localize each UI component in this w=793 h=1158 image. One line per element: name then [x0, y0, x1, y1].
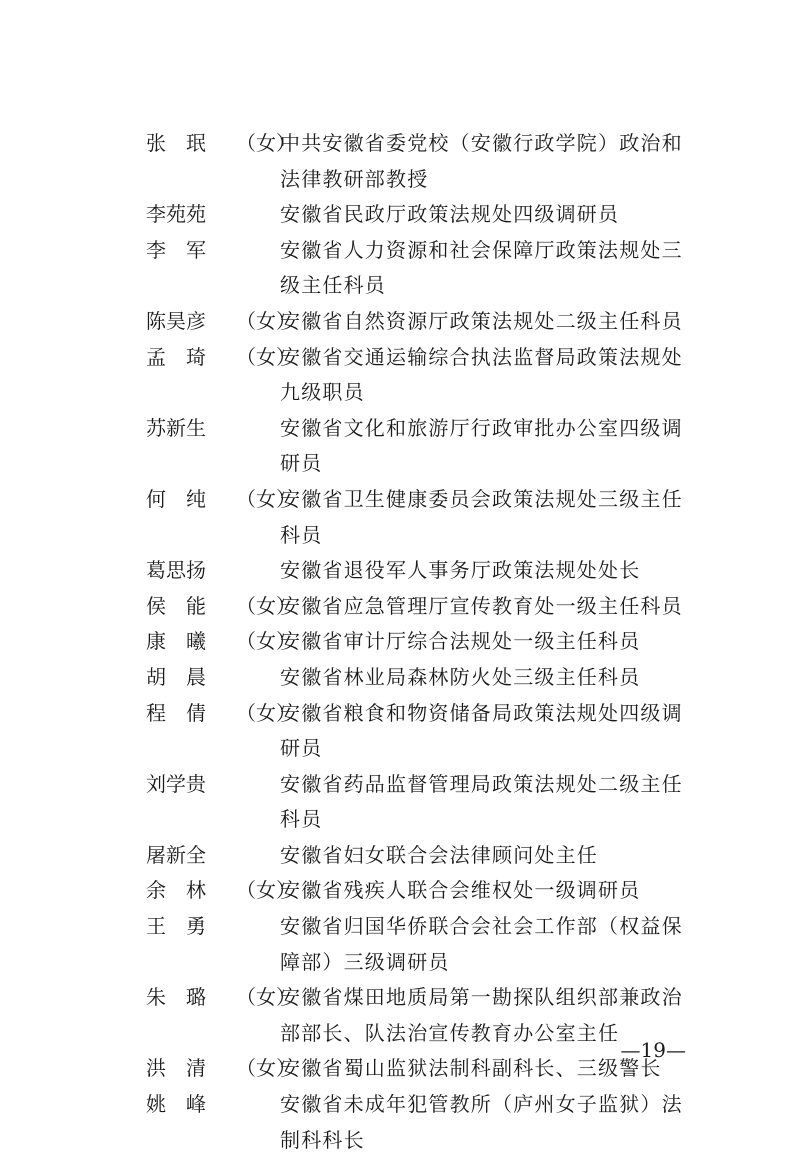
gender-note	[236, 553, 274, 589]
list-item	[146, 624, 691, 660]
name-column	[146, 696, 296, 732]
list-item	[146, 838, 691, 874]
person-name: 程 倩	[146, 700, 206, 725]
person-name: 刘学贵	[146, 771, 206, 796]
position-description: 安徽省归国华侨联合会社会工作部（权益保障部）三级调研员	[280, 914, 683, 974]
name-column	[146, 233, 280, 269]
name-column	[146, 909, 280, 945]
person-name: 何 纯	[146, 486, 206, 511]
gender-note	[236, 411, 274, 447]
list-item	[146, 909, 691, 980]
position-description: 安徽省自然资源厅政策法规处二级主任科员	[280, 308, 683, 333]
person-name: 余 林	[146, 878, 206, 903]
position-description: 安徽省民政厅政策法规处四级调研员	[280, 202, 620, 227]
person-name: 朱 璐	[146, 985, 206, 1010]
position-description: 安徽省煤田地质局第一勘探队组织部兼政治部部长、队法治宣传教育办公室主任	[280, 985, 683, 1045]
gender-note: （女）	[236, 486, 296, 511]
position-description: 安徽省粮食和物资储备局政策法规处四级调研员	[280, 700, 683, 761]
name-column	[146, 482, 296, 518]
position-description: 安徽省未成年犯管教所（庐州女子监狱）法制科科长	[280, 1092, 683, 1152]
name-column	[146, 589, 296, 625]
gender-note: （女）	[236, 878, 296, 903]
position-description: 安徽省妇女联合会法律顾问处主任	[280, 842, 598, 867]
gender-note: （女）	[236, 629, 296, 654]
position-description: 安徽省残疾人联合会维权处一级调研员	[280, 878, 641, 903]
gender-note: （女）	[236, 593, 296, 618]
name-column	[146, 197, 280, 233]
list-item	[146, 197, 691, 233]
list-item	[146, 873, 691, 909]
gender-note: （女）	[236, 131, 296, 155]
gender-note	[236, 660, 274, 696]
name-column	[146, 411, 280, 447]
name-column	[146, 873, 296, 909]
position-description: 安徽省林业局森林防火处三级主任科员	[280, 664, 641, 689]
name-column	[146, 1051, 296, 1087]
list-item	[146, 482, 691, 553]
person-name: 陈昊彦	[146, 308, 206, 333]
person-name: 洪 清	[146, 1056, 206, 1081]
gender-note: （女）	[236, 344, 296, 369]
position-description: 安徽省应急管理厅宣传教育处一级主任科员	[280, 593, 683, 618]
position-description: 安徽省人力资源和社会保障厅政策法规处三级主任科员	[280, 237, 683, 298]
person-name: 孟 琦	[146, 344, 206, 369]
position-description: 安徽省药品监督管理局政策法规处二级主任科员	[280, 771, 683, 832]
gender-note	[236, 197, 274, 233]
position-description: 安徽省文化和旅游厅行政审批办公室四级调研员	[280, 415, 683, 476]
name-column	[146, 304, 296, 340]
name-column	[146, 624, 296, 660]
gender-note	[236, 1087, 274, 1123]
personnel-list	[146, 126, 691, 1158]
list-item	[146, 340, 691, 411]
gender-note: （女）	[236, 1056, 296, 1081]
person-name: 张 珉	[146, 131, 206, 155]
person-name: 康 曦	[146, 629, 206, 654]
list-item	[146, 233, 691, 304]
position-description: 安徽省审计厅综合法规处一级主任科员	[280, 629, 641, 654]
name-column	[146, 553, 280, 589]
name-column	[146, 1087, 280, 1123]
person-name: 侯 能	[146, 593, 206, 618]
name-column	[146, 340, 296, 376]
person-name: 姚 峰	[146, 1092, 206, 1117]
gender-note	[236, 909, 274, 945]
list-item	[146, 660, 691, 696]
name-column	[146, 767, 280, 803]
gender-note: （女）	[236, 985, 296, 1010]
person-name: 李苑苑	[146, 202, 206, 227]
person-name: 胡 晨	[146, 664, 206, 689]
person-name: 屠新全	[146, 842, 206, 867]
name-column	[146, 660, 280, 696]
person-name: 葛思扬	[146, 558, 206, 583]
list-item	[146, 767, 691, 838]
list-item	[146, 553, 691, 589]
list-item	[146, 589, 691, 625]
name-column	[146, 980, 296, 1016]
list-item	[146, 411, 691, 482]
gender-note: （女）	[236, 700, 296, 725]
list-item	[146, 696, 691, 767]
person-name: 王 勇	[146, 914, 206, 939]
position-description: 安徽省交通运输综合执法监督局政策法规处九级职员	[280, 344, 683, 405]
position-description: 安徽省退役军人事务厅政策法规处处长	[280, 558, 641, 583]
gender-note: （女）	[236, 308, 296, 333]
gender-note	[236, 233, 274, 269]
list-item	[146, 1087, 691, 1158]
name-column	[146, 126, 296, 162]
page-number: —19—	[620, 1038, 686, 1062]
position-description: 安徽省蜀山监狱法制科副科长、三级警长	[280, 1056, 662, 1081]
position-description: 中共安徽省委党校（安徽行政学院）政治和法律教研部教授	[280, 131, 683, 191]
gender-note	[236, 767, 274, 803]
name-column	[146, 838, 280, 874]
position-description: 安徽省卫生健康委员会政策法规处三级主任科员	[280, 486, 683, 547]
gender-note	[236, 838, 274, 874]
person-name: 李 军	[146, 237, 206, 262]
person-name: 苏新生	[146, 415, 206, 440]
list-item	[146, 304, 691, 340]
list-item	[146, 126, 691, 197]
